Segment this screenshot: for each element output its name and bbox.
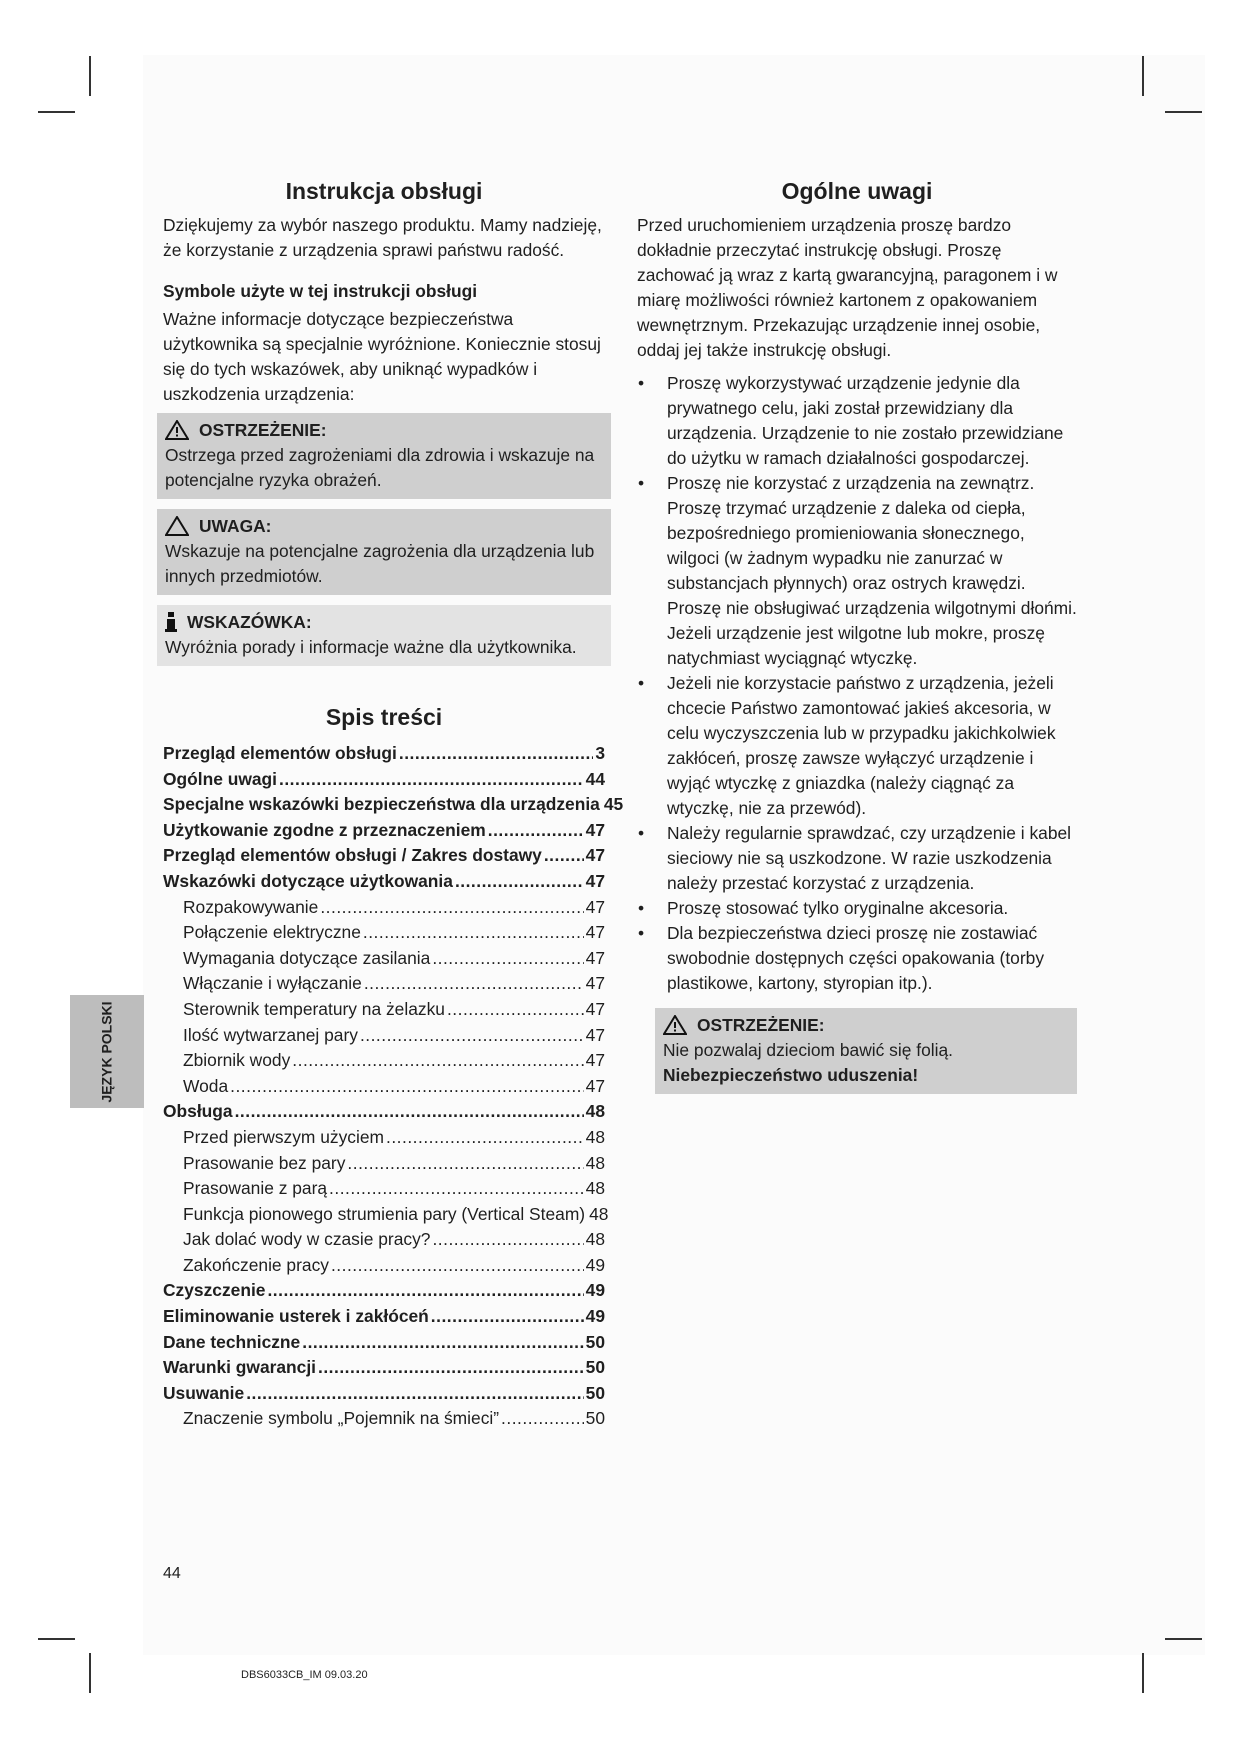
- toc-leader-dots: [246, 1381, 583, 1407]
- bullet-text: Proszę stosować tylko oryginalne akcesoria.: [667, 898, 1009, 918]
- toc-leader-dots: [347, 1151, 583, 1177]
- toc-entry-label: Przegląd elementów obsługi / Zakres dostawy: [163, 845, 542, 866]
- bullet-marker: •: [638, 898, 645, 918]
- toc-entry-label: Jak dolać wody w czasie pracy?: [183, 1229, 431, 1250]
- toc-entry-page: 47: [585, 998, 605, 1019]
- symbols-text: Ważne informacje dotyczące bezpieczeństwa użytkownika są specjalnie wyróżnione. Koniecznie stosuj się do tych wskazówek, aby uniknąć wypadków i uszkodzenia urządzenia:: [163, 309, 601, 404]
- toc-entry: [163, 997, 605, 1023]
- toc-entry-label: Rozpakowywanie: [183, 896, 319, 917]
- toc-entry-page: 48: [585, 1152, 605, 1173]
- toc-leader-dots: [360, 1023, 584, 1049]
- toc-entry-label: Usuwanie: [163, 1382, 245, 1403]
- toc-entry-page: 44: [585, 768, 605, 789]
- toc-entry-label: Warunki gwarancji: [163, 1357, 317, 1378]
- warning-title: OSTRZEŻENIE:: [199, 420, 327, 440]
- toc-title: Spis treści: [325, 704, 443, 730]
- toc-entry-label: Zakończenie pracy: [183, 1254, 329, 1275]
- toc-entry: [163, 1304, 605, 1330]
- toc-entry: [163, 946, 605, 972]
- toc-leader-dots: [488, 818, 584, 844]
- toc-leader-dots: [432, 1227, 583, 1253]
- toc-entry-page: 47: [585, 896, 605, 917]
- toc-leader-dots: [235, 1099, 584, 1125]
- toc-leader-dots: [302, 1330, 583, 1356]
- toc-entry: [163, 971, 605, 997]
- crop-mark: [89, 1653, 91, 1693]
- toc-entry: [163, 895, 605, 921]
- toc-leader-dots: [544, 843, 584, 869]
- toc-entry: [163, 1125, 605, 1151]
- toc-entry: [163, 1074, 605, 1100]
- toc-entry-page: 48: [589, 1203, 609, 1224]
- toc-entry: [163, 767, 605, 793]
- toc-leader-dots: [292, 1048, 583, 1074]
- toc-entry-label: Funkcja pionowego strumienia pary (Vertical Steam): [183, 1203, 586, 1224]
- toc-leader-dots: [364, 971, 584, 997]
- page-number: 44: [163, 1565, 181, 1582]
- toc-entry-page: 48: [585, 1178, 605, 1199]
- toc-entry-label: Prasowanie z parą: [183, 1178, 328, 1199]
- toc-entry-page: 3: [595, 743, 605, 763]
- toc-entry: [163, 1355, 605, 1381]
- intro-text: Dziękujemy za wybór naszego produktu. Mamy nadzieję, że korzystanie z urządzenia sprawi państwu radość.: [163, 215, 602, 260]
- toc-leader-dots: [432, 946, 583, 972]
- toc-entry-page: 48: [585, 1101, 605, 1122]
- language-label: JĘZYK POLSKI: [99, 1000, 116, 1103]
- toc-entry: [163, 1048, 605, 1074]
- note-box: [157, 605, 611, 666]
- general-notes-title: Ogólne uwagi: [781, 178, 933, 204]
- warning-triangle-icon: [663, 1015, 687, 1035]
- toc-leader-dots: [363, 920, 584, 946]
- caution-box: [157, 509, 611, 595]
- left-column: [163, 178, 624, 1432]
- toc-entry-page: 47: [585, 1075, 605, 1096]
- toc-entry-label: Znaczenie symbolu „Pojemnik na śmieci”: [183, 1408, 500, 1429]
- crop-mark: [38, 111, 75, 113]
- toc-entry-label: Ogólne uwagi: [163, 768, 278, 789]
- bullet-text: Dla bezpieczeństwa dzieci proszę nie zostawiać swobodnie dostępnych części opakowania (torby plastikowe, kartony, styropian itp.).: [667, 923, 1045, 993]
- warning-triangle-icon: [165, 420, 189, 440]
- toc-entry-label: Sterownik temperatury na żelazku: [183, 998, 445, 1019]
- toc-entry-label: Przed pierwszym użyciem: [183, 1126, 385, 1147]
- toc-entry: [163, 1151, 605, 1177]
- toc-leader-dots: [318, 1355, 584, 1381]
- caution-text: Wskazuje na potencjalne zagrożenia dla urządzenia lub innych przedmiotów.: [165, 541, 595, 586]
- toc-entry: [163, 1202, 609, 1228]
- toc-entry: [163, 741, 605, 767]
- toc-entry-page: 45: [603, 794, 624, 815]
- toc-leader-dots: [329, 1176, 584, 1202]
- toc-entry: [163, 843, 605, 869]
- toc-entry-page: 47: [585, 973, 605, 994]
- manual-title: Instrukcja obsługi: [285, 178, 483, 204]
- toc-entry-page: 47: [585, 947, 605, 968]
- toc-entry-page: 48: [585, 1229, 605, 1250]
- bullet-item: [637, 471, 1077, 671]
- toc-leader-dots: [447, 997, 584, 1023]
- toc-leader-dots: [279, 767, 584, 793]
- toc-entry-label: Specjalne wskazówki bezpieczeństwa dla urządzenia: [163, 794, 600, 815]
- right-column: [637, 178, 1077, 1094]
- toc-entry: [163, 1278, 605, 1304]
- toc-entry-label: Przegląd elementów obsługi: [163, 743, 397, 763]
- bullet-item: [637, 896, 1077, 921]
- table-of-contents: [163, 741, 624, 1432]
- toc-entry-label: Zbiornik wody: [183, 1050, 291, 1071]
- bullet-item: [637, 671, 1077, 821]
- toc-entry-page: 49: [585, 1306, 605, 1327]
- toc-leader-dots: [431, 1304, 584, 1330]
- toc-entry: [163, 1176, 605, 1202]
- toc-entry-page: 50: [585, 1357, 605, 1378]
- toc-entry-page: 50: [585, 1331, 605, 1352]
- symbols-heading: Symbole użyte w tej instrukcji obsługi: [163, 281, 478, 301]
- note-text: Wyróżnia porady i informacje ważne dla użytkownika.: [165, 637, 577, 657]
- toc-leader-dots: [455, 869, 584, 895]
- language-side-tab: [70, 995, 144, 1108]
- toc-entry-label: Wskazówki dotyczące użytkowania: [163, 870, 453, 891]
- toc-entry: [163, 920, 605, 946]
- toc-leader-dots: [320, 895, 583, 921]
- toc-entry: [163, 1099, 605, 1125]
- bullet-item: [637, 921, 1077, 996]
- toc-entry-label: Użytkowanie zgodne z przeznaczeniem: [163, 819, 486, 840]
- crop-mark: [89, 56, 91, 96]
- bullet-marker: •: [638, 373, 645, 393]
- toc-entry: [163, 869, 605, 895]
- toc-leader-dots: [399, 741, 593, 767]
- toc-leader-dots: [331, 1253, 584, 1279]
- caution-title: UWAGA:: [199, 516, 272, 536]
- toc-entry-label: Woda: [183, 1075, 229, 1096]
- warning-box: [157, 413, 611, 499]
- toc-entry-label: Obsługa: [163, 1101, 233, 1122]
- toc-entry-label: Eliminowanie usterek i zakłóceń: [163, 1306, 429, 1327]
- bullet-marker: •: [638, 473, 645, 493]
- toc-entry: [163, 792, 624, 818]
- toc-entry-page: 49: [585, 1254, 605, 1275]
- toc-entry-label: Włączanie i wyłączanie: [183, 973, 362, 994]
- toc-leader-dots: [501, 1406, 584, 1432]
- toc-entry-page: 48: [585, 1126, 605, 1147]
- toc-leader-dots: [386, 1125, 584, 1151]
- toc-entry-page: 47: [585, 922, 605, 943]
- crop-mark: [1142, 56, 1144, 96]
- bullet-text: Należy regularnie sprawdzać, czy urządzenie i kabel sieciowy nie są uszkodzone. W razie uszkodzenia należy przestać korzystać z urządzenia.: [667, 823, 1072, 893]
- safety-bullets: [637, 371, 1077, 996]
- toc-entry-page: 50: [585, 1408, 605, 1429]
- crop-mark: [1142, 1653, 1144, 1693]
- toc-leader-dots: [267, 1278, 583, 1304]
- print-footer: DBS6033CB_IM 09.03.20: [241, 1669, 368, 1681]
- children-warning-box: [655, 1008, 1077, 1094]
- toc-entry: [163, 1227, 605, 1253]
- crop-mark: [1165, 111, 1202, 113]
- toc-entry-label: Połączenie elektryczne: [183, 922, 361, 943]
- note-title: WSKAZÓWKA:: [187, 612, 312, 632]
- toc-entry: [163, 1381, 605, 1407]
- toc-entry-label: Dane techniczne: [163, 1331, 301, 1352]
- general-notes-intro: Przed uruchomieniem urządzenia proszę bardzo dokładnie przeczytać instrukcję obsługi. Proszę zachować ją wraz z kartą gwarancyjną, paragonem i w miarę możliwości również kartonem z opakowaniem wewnętrznym. Przekazując urządzenie innej osobie, oddaj jej także instrukcję obsługi.: [637, 215, 1058, 360]
- toc-entry-page: 47: [585, 845, 605, 866]
- warning-text: Ostrzega przed zagrożeniami dla zdrowia i wskazuje na potencjalne ryzyka obrażeń.: [165, 445, 595, 490]
- toc-entry-label: Ilość wytwarzanej pary: [183, 1024, 358, 1045]
- toc-entry-page: 49: [585, 1280, 605, 1301]
- children-warning-text: Nie pozwalaj dzieciom bawić się folią.: [663, 1040, 953, 1060]
- bullet-text: Proszę wykorzystywać urządzenie jedynie dla prywatnego celu, jaki został przewidziany dla urządzenia. Urządzenie to nie zostało przewidziane do użytku w ramach działalności gospodarczej.: [667, 373, 1064, 468]
- toc-entry-label: Czyszczenie: [163, 1280, 266, 1301]
- crop-mark: [1165, 1638, 1202, 1640]
- toc-entry: [163, 1406, 605, 1432]
- toc-entry-page: 47: [585, 1050, 605, 1071]
- toc-entry: [163, 1253, 605, 1279]
- children-warning-emphasis: Niebezpieczeństwo uduszenia!: [663, 1065, 919, 1085]
- toc-entry-page: 50: [585, 1382, 605, 1403]
- bullet-marker: •: [638, 823, 645, 843]
- bullet-marker: •: [638, 923, 645, 943]
- caution-triangle-icon: [165, 516, 189, 536]
- children-warning-title: OSTRZEŻENIE:: [697, 1015, 825, 1035]
- toc-entry-page: 47: [585, 870, 605, 891]
- crop-mark: [38, 1638, 75, 1640]
- bullet-item: [637, 821, 1077, 896]
- toc-entry: [163, 818, 605, 844]
- toc-entry: [163, 1023, 605, 1049]
- bullet-text: Proszę nie korzystać z urządzenia na zewnątrz. Proszę trzymać urządzenie z daleka od ciepła, bezpośredniego promieniowania słonecznego, wilgoci (w żadnym wypadku nie zanurzać w substancjach płynnych) oraz ostrych krawędzi. Proszę nie obsługiwać urządzenia wilgotnymi dłońmi. Jeżeli urządzenie jest wilgotne lub mokre, proszę natychmiast wyciągnąć wtyczkę.: [667, 473, 1077, 668]
- toc-entry: [163, 1330, 605, 1356]
- bullet-item: [637, 371, 1077, 471]
- toc-entry-label: Wymagania dotyczące zasilania: [183, 947, 431, 968]
- toc-entry-page: 47: [585, 1024, 605, 1045]
- toc-leader-dots: [230, 1074, 584, 1100]
- bullet-text: Jeżeli nie korzystacie państwo z urządzenia, jeżeli chcecie Państwo zamontować jakieś akcesoria, w celu wyczyszczenia lub w przypadku jakichkolwiek zakłóceń, proszę zawsze wyłączyć urządzenie i wyjąć wtyczkę z gniazdka (należy ciągnąć za wtyczkę, nie za przewód).: [667, 673, 1056, 818]
- bullet-marker: •: [638, 673, 645, 693]
- toc-entry-page: 47: [585, 819, 605, 840]
- toc-entry-label: Prasowanie bez pary: [183, 1152, 346, 1173]
- info-icon: [165, 612, 177, 632]
